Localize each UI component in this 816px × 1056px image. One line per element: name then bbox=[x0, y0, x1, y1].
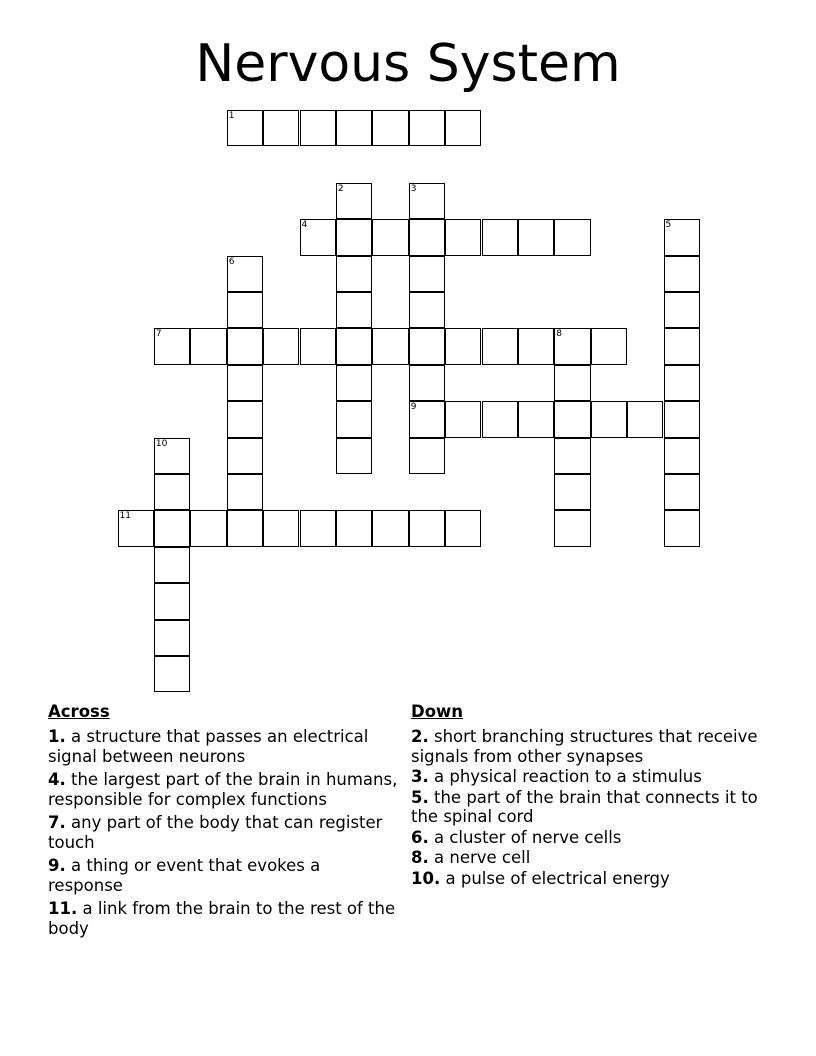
clue-number: 5. bbox=[411, 787, 429, 807]
clue-number: 6. bbox=[411, 827, 429, 847]
cell-number: 8 bbox=[556, 329, 563, 340]
clue-text: a link from the brain to the rest of the body bbox=[48, 899, 396, 938]
grid-cell[interactable] bbox=[372, 510, 408, 546]
grid-cell[interactable] bbox=[664, 401, 700, 437]
grid-cell[interactable] bbox=[154, 328, 190, 364]
clue-across-1 bbox=[48, 727, 400, 766]
grid-cell[interactable] bbox=[336, 438, 372, 474]
clue-number: 2. bbox=[411, 727, 429, 746]
grid-cell[interactable] bbox=[445, 510, 481, 546]
grid-cell[interactable] bbox=[154, 547, 190, 583]
grid-cell[interactable] bbox=[154, 438, 190, 474]
grid-cell[interactable] bbox=[445, 328, 481, 364]
grid-cell[interactable] bbox=[554, 510, 590, 546]
grid-cell[interactable] bbox=[300, 110, 336, 146]
grid-cell[interactable] bbox=[664, 292, 700, 328]
grid-cell[interactable] bbox=[409, 510, 445, 546]
grid-cell[interactable] bbox=[372, 219, 408, 255]
grid-cell[interactable] bbox=[445, 219, 481, 255]
grid-cell[interactable] bbox=[227, 474, 263, 510]
grid-cell[interactable] bbox=[409, 401, 445, 437]
clue-number: 10. bbox=[411, 868, 441, 888]
grid-cell[interactable] bbox=[154, 583, 190, 619]
clue-down-10 bbox=[411, 869, 763, 889]
grid-cell[interactable] bbox=[154, 656, 190, 692]
grid-cell[interactable] bbox=[336, 183, 372, 219]
grid-cell[interactable] bbox=[518, 328, 554, 364]
grid-cell[interactable] bbox=[227, 256, 263, 292]
clue-across-9 bbox=[48, 856, 400, 895]
grid-cell[interactable] bbox=[336, 328, 372, 364]
grid-cell[interactable] bbox=[263, 510, 299, 546]
grid-cell[interactable] bbox=[554, 438, 590, 474]
grid-cell[interactable] bbox=[154, 474, 190, 510]
grid-cell[interactable] bbox=[372, 110, 408, 146]
grid-cell[interactable] bbox=[227, 328, 263, 364]
grid-cell[interactable] bbox=[664, 438, 700, 474]
grid-cell[interactable] bbox=[154, 510, 190, 546]
clue-text: a thing or event that evokes a response bbox=[48, 856, 321, 895]
grid-cell[interactable] bbox=[664, 256, 700, 292]
grid-cell[interactable] bbox=[554, 401, 590, 437]
grid-cell[interactable] bbox=[409, 219, 445, 255]
clue-number: 8. bbox=[411, 848, 429, 867]
clue-text: the part of the brain that connects it to the spinal cord bbox=[411, 787, 758, 826]
grid-cell[interactable] bbox=[409, 438, 445, 474]
clue-down-6 bbox=[411, 828, 763, 848]
clue-down-2 bbox=[411, 727, 763, 766]
clue-across-11 bbox=[48, 899, 400, 938]
down-heading: Down bbox=[411, 702, 464, 721]
cell-number: 7 bbox=[155, 329, 162, 340]
grid-cell[interactable] bbox=[227, 438, 263, 474]
grid-cell[interactable] bbox=[154, 620, 190, 656]
grid-cell[interactable] bbox=[518, 219, 554, 255]
cell-number: 1 bbox=[228, 111, 235, 121]
grid-cell[interactable] bbox=[227, 110, 263, 146]
clue-text: a nerve cell bbox=[434, 848, 531, 867]
grid-cell[interactable] bbox=[445, 110, 481, 146]
grid-cell[interactable] bbox=[336, 256, 372, 292]
cell-number: 10 bbox=[155, 438, 168, 449]
clue-text: any part of the body that can register touch bbox=[48, 813, 383, 852]
clue-down-5 bbox=[411, 788, 763, 827]
grid-cell[interactable] bbox=[227, 292, 263, 328]
clue-text: a structure that passes an electrical signal between neurons bbox=[48, 727, 369, 766]
clue-number: 7. bbox=[48, 813, 66, 832]
grid-cell[interactable] bbox=[664, 365, 700, 401]
grid-cell[interactable] bbox=[336, 110, 372, 146]
grid-cell[interactable] bbox=[554, 328, 590, 364]
clue-number: 3. bbox=[411, 767, 429, 786]
clue-down-8 bbox=[411, 848, 763, 868]
clue-down-3 bbox=[411, 767, 763, 787]
grid-cell[interactable] bbox=[482, 401, 518, 437]
grid-cell[interactable] bbox=[409, 256, 445, 292]
grid-cell[interactable] bbox=[190, 328, 226, 364]
grid-cell[interactable] bbox=[190, 510, 226, 546]
clue-text: the largest part of the brain in humans, responsible for complex functions bbox=[48, 770, 398, 809]
clue-number: 11. bbox=[48, 899, 78, 918]
clue-across-7 bbox=[48, 813, 400, 852]
page-title: Nervous System bbox=[195, 34, 621, 94]
grid-cell[interactable] bbox=[591, 328, 627, 364]
grid-cell[interactable] bbox=[118, 510, 154, 546]
grid-cell[interactable] bbox=[554, 219, 590, 255]
grid-cell[interactable] bbox=[482, 328, 518, 364]
clue-text: a cluster of nerve cells bbox=[434, 827, 622, 847]
grid-cell[interactable] bbox=[554, 365, 590, 401]
clue-number: 1. bbox=[48, 727, 66, 746]
grid-cell[interactable] bbox=[409, 328, 445, 364]
across-heading: Across bbox=[48, 702, 110, 721]
grid-cell[interactable] bbox=[518, 401, 554, 437]
cell-number: 9 bbox=[410, 402, 417, 413]
grid-cell[interactable] bbox=[591, 401, 627, 437]
cell-number: 4 bbox=[301, 220, 308, 231]
grid-cell[interactable] bbox=[372, 328, 408, 364]
grid-cell[interactable] bbox=[409, 292, 445, 328]
clue-across-4 bbox=[48, 770, 400, 809]
grid-cell[interactable] bbox=[664, 328, 700, 364]
across-clues bbox=[48, 702, 400, 942]
cell-number: 3 bbox=[410, 183, 417, 194]
grid-cell[interactable] bbox=[336, 401, 372, 437]
grid-cell[interactable] bbox=[482, 219, 518, 255]
clue-text: a physical reaction to a stimulus bbox=[434, 767, 702, 786]
cell-number: 5 bbox=[665, 220, 672, 231]
clue-number: 9. bbox=[48, 856, 66, 875]
grid-cell[interactable] bbox=[627, 401, 663, 437]
cell-number: 2 bbox=[337, 183, 344, 194]
cell-number: 11 bbox=[119, 511, 131, 522]
down-clues bbox=[411, 702, 763, 889]
grid-cell[interactable] bbox=[336, 292, 372, 328]
grid-cell[interactable] bbox=[336, 510, 372, 546]
grid-cell[interactable] bbox=[227, 401, 263, 437]
grid-cell[interactable] bbox=[664, 510, 700, 546]
clue-text: short branching structures that receive signals from other synapses bbox=[411, 727, 758, 766]
clue-text: a pulse of electrical energy bbox=[445, 868, 670, 888]
grid-cell[interactable] bbox=[300, 328, 336, 364]
grid-cell[interactable] bbox=[554, 474, 590, 510]
grid-cell[interactable] bbox=[227, 365, 263, 401]
grid-cell[interactable] bbox=[664, 219, 700, 255]
grid-cell[interactable] bbox=[664, 474, 700, 510]
grid-cell[interactable] bbox=[336, 365, 372, 401]
grid-cell[interactable] bbox=[409, 365, 445, 401]
grid-cell[interactable] bbox=[445, 401, 481, 437]
grid-cell[interactable] bbox=[300, 219, 336, 255]
grid-cell[interactable] bbox=[300, 510, 336, 546]
grid-cell[interactable] bbox=[409, 183, 445, 219]
grid-cell[interactable] bbox=[336, 219, 372, 255]
grid-cell[interactable] bbox=[227, 510, 263, 546]
cell-number: 6 bbox=[228, 256, 235, 267]
grid-cell[interactable] bbox=[409, 110, 445, 146]
grid-cell[interactable] bbox=[263, 110, 299, 146]
grid-cell[interactable] bbox=[263, 328, 299, 364]
clue-number: 4. bbox=[48, 770, 66, 789]
